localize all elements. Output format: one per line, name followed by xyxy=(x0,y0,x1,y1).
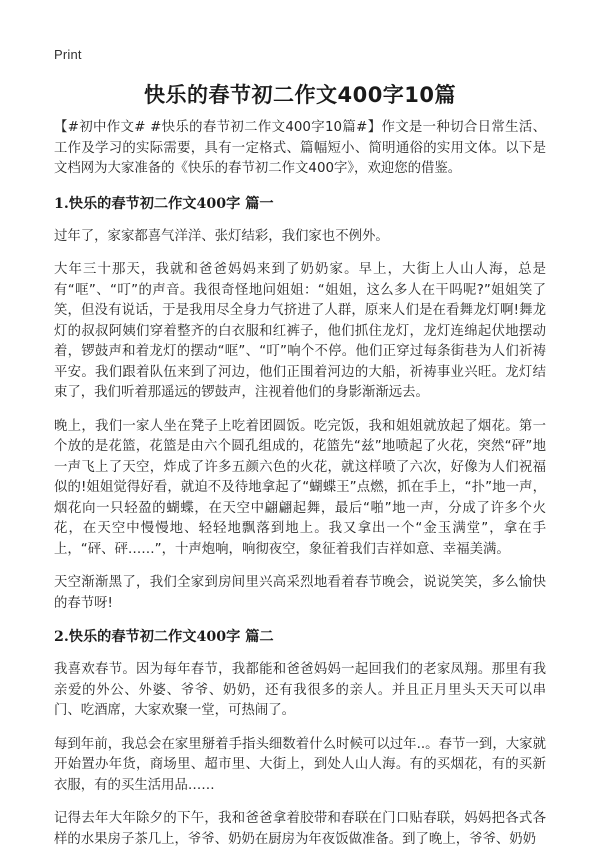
section-1-paragraph-1: 过年了，家家都喜气洋洋、张灯结彩，我们家也不例外。 xyxy=(54,228,389,244)
section-1-paragraph-3: 晚上，我们一家人坐在凳子上吃着团圆饭。吃完饭，我和姐姐就放起了烟花。第一个放的是花篮，花篮是由六个圆孔组成的，花篮先“兹”地喷起了火花，突然“砰”地一声飞上了天空，炸成了许多五颜六色的火花，就这样喷了六次，好像为人们祝福似的!姐姐觉得好看，就迫不及待地拿起了“蝴蝶王”点燃，抓在手上，“扑”地一声，烟花向一只轻盈的蝴蝶，在天空中翩翩起舞，最后“啪”地一声，分成了许多个火花，在天空中慢慢地、轻轻地飘落到地上。我又拿出一个“金玉满堂”，拿在手上，“砰、砰……”，十声炮响，响彻夜空，象征着我们吉祥如意、幸福美满。 xyxy=(54,418,546,557)
section-2-paragraph-3: 记得去年大年除夕的下午，我和爸爸拿着胶带和春联在门口贴春联，妈妈把各式各样的水果房子茶几上，爷爷、奶奶在厨房为年夜饭做准备。到了晚上，爷爷、奶奶 xyxy=(54,811,546,847)
section-1-paragraph-4: 天空渐渐黑了，我们全家到房间里兴高采烈地看着春节晚会，说说笑笑，多么愉快的春节呀! xyxy=(54,575,546,611)
section-2-paragraph-1: 我喜欢春节。因为每年春节，我都能和爸爸妈妈一起回我们的老家凤翔。那里有我亲爱的外公、外婆、爷爷、奶奶，还有我很多的亲人。并且正月里头天天可以串门、吃酒席，大家欢聚一堂，可热闹了。 xyxy=(54,662,546,718)
section-2-paragraph-2: 每到年前，我总会在家里掰着手指头细数着什么时候可以过年..。春节一到，大家就开始置办年货，商场里、超市里、大街上，到处人山人海。有的买烟花，有的买新衣服，有的买生活用品…… xyxy=(54,736,546,793)
section-1-heading: 1.快乐的春节初二作文400字 篇一 xyxy=(54,195,274,212)
document-title: 快乐的春节初二作文400字10篇 xyxy=(143,83,457,107)
print-label: Print xyxy=(54,47,82,62)
section-2-heading: 2.快乐的春节初二作文400字 篇二 xyxy=(54,629,274,645)
document-body xyxy=(54,118,546,863)
section-1-paragraph-2: 大年三十那天，我就和爸爸妈妈来到了奶奶家。早上，大街上人山人海，总是有“哐”、“叮”的声音。我很奇怪地问姐姐：“姐姐，这么多人在干吗呢?”姐姐笑了笑，但没有说话，于是我用尽全身力气挤进了人群，原来人们是在看舞龙灯啊!舞龙灯的叔叔阿姨们穿着整齐的白衣服和红裤子，他们抓住龙灯，龙灯连绵起伏地摆动着，锣鼓声和着龙灯的摆动“哐”、“叮”响个不停。他们正穿过每条街巷为人们祈祷平安。我们跟着队伍来到了河边，他们正围着河边的大船，祈祷事业兴旺。龙灯结束了，我们听着那遥远的锣鼓声，注视着他们的身影渐渐远去。 xyxy=(54,262,546,400)
intro-paragraph: 【#初中作文# #快乐的春节初二作文400字10篇#】作文是一种切合日常生活、工作及学习的实际需要，具有一定格式、篇幅短小、简明通俗的实用文体。以下是文档网为大家准备的《快乐的春节初二作文400字》，欢迎您的借鉴。 xyxy=(54,120,546,176)
